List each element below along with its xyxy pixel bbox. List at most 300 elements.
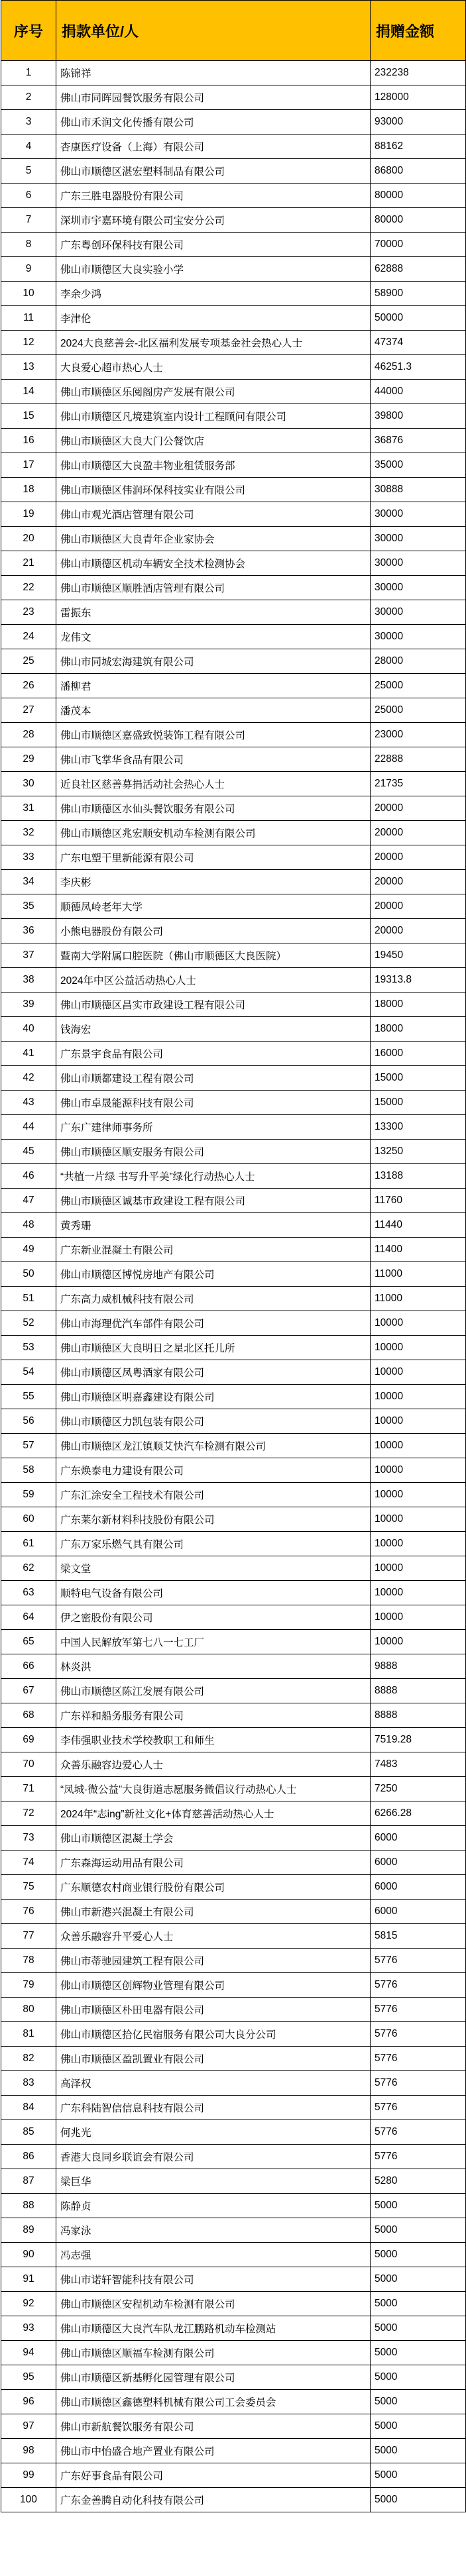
amount-cell: 44000	[371, 380, 466, 404]
row-number-cell: 37	[1, 943, 56, 968]
row-number-cell: 60	[1, 1507, 56, 1532]
donor-name-cell: 佛山市中怡盛合地产置业有限公司	[56, 2439, 371, 2463]
table-row	[1, 674, 466, 698]
amount-cell: 30888	[371, 478, 466, 502]
amount-cell: 28000	[371, 649, 466, 674]
donor-name-cell: 广东万家乐燃气具有限公司	[56, 1532, 371, 1556]
table-row	[1, 453, 466, 478]
donor-name-cell: 中国人民解放军第七八一七工厂	[56, 1630, 371, 1654]
table-row	[1, 2071, 466, 2096]
row-number-cell: 84	[1, 2096, 56, 2120]
table-row	[1, 551, 466, 576]
table-row	[1, 2414, 466, 2439]
row-number-cell: 69	[1, 1728, 56, 1752]
row-number-cell: 59	[1, 1483, 56, 1507]
row-number-cell: 57	[1, 1434, 56, 1458]
row-number-cell: 30	[1, 772, 56, 796]
row-number-cell: 80	[1, 1998, 56, 2022]
amount-cell: 13300	[371, 1115, 466, 1140]
donor-name-cell: 雷振东	[56, 600, 371, 625]
table-row	[1, 1483, 466, 1507]
amount-cell: 6000	[371, 1875, 466, 1900]
table-row	[1, 1924, 466, 1949]
donor-name-cell: 众善乐融容升平爱心人士	[56, 1924, 371, 1949]
donor-name-cell: 佛山市顺德区博悦房地产有限公司	[56, 1262, 371, 1287]
amount-cell: 10000	[371, 1483, 466, 1507]
row-number-cell: 40	[1, 1017, 56, 1042]
table-row	[1, 134, 466, 159]
donor-name-cell: 佛山市顺德区朴田电器有限公司	[56, 1998, 371, 2022]
row-number-cell: 65	[1, 1630, 56, 1654]
row-number-cell: 33	[1, 845, 56, 870]
amount-cell: 5000	[371, 2316, 466, 2341]
table-row	[1, 306, 466, 331]
row-number-cell: 44	[1, 1115, 56, 1140]
row-number-cell: 36	[1, 919, 56, 943]
amount-cell: 35000	[371, 453, 466, 478]
amount-cell: 15000	[371, 1091, 466, 1115]
amount-cell: 6000	[371, 1826, 466, 1851]
amount-cell: 39800	[371, 404, 466, 429]
row-number-cell: 23	[1, 600, 56, 625]
donor-name-cell: 佛山市禾润文化传播有限公司	[56, 110, 371, 134]
donor-name-cell: 顺特电气设备有限公司	[56, 1581, 371, 1605]
table-row	[1, 772, 466, 796]
row-number-cell: 18	[1, 478, 56, 502]
amount-cell: 11400	[371, 1238, 466, 1262]
amount-cell: 58900	[371, 282, 466, 306]
amount-cell: 6000	[371, 1900, 466, 1924]
amount-cell: 46251.3	[371, 355, 466, 380]
donor-name-cell: 潘柳君	[56, 674, 371, 698]
table-row	[1, 698, 466, 723]
amount-cell: 20000	[371, 845, 466, 870]
table-row	[1, 1213, 466, 1238]
row-number-cell: 56	[1, 1409, 56, 1434]
table-row	[1, 429, 466, 453]
table-row	[1, 85, 466, 110]
amount-cell: 9888	[371, 1654, 466, 1679]
table-row	[1, 625, 466, 649]
row-number-cell: 48	[1, 1213, 56, 1238]
donor-name-cell: 佛山市顺德区湛宏塑料制品有限公司	[56, 159, 371, 184]
table-row	[1, 576, 466, 600]
donor-name-cell: 佛山市顺德区顺胜酒店管理有限公司	[56, 576, 371, 600]
amount-cell: 20000	[371, 894, 466, 919]
donor-name-cell: 李庆彬	[56, 870, 371, 894]
row-number-cell: 100	[1, 2488, 56, 2512]
row-number-cell: 70	[1, 1752, 56, 1777]
table-body	[1, 61, 466, 2512]
table-row	[1, 894, 466, 919]
amount-cell: 7519.28	[371, 1728, 466, 1752]
donor-name-cell: 佛山市蒂驰园建筑工程有限公司	[56, 1949, 371, 1973]
amount-cell: 15000	[371, 1066, 466, 1091]
donor-name-cell: 梁巨华	[56, 2169, 371, 2194]
row-number-cell: 27	[1, 698, 56, 723]
donor-name-cell: 顺德凤岭老年大学	[56, 894, 371, 919]
table-row	[1, 1654, 466, 1679]
row-number-cell: 91	[1, 2267, 56, 2292]
donor-name-cell: 佛山市同城宏海建筑有限公司	[56, 649, 371, 674]
donor-name-cell: 潘茂本	[56, 698, 371, 723]
row-number-cell: 20	[1, 527, 56, 551]
table-row	[1, 404, 466, 429]
row-number-cell: 64	[1, 1605, 56, 1630]
amount-cell: 11760	[371, 1189, 466, 1213]
amount-cell: 21735	[371, 772, 466, 796]
donor-name-cell: 暨南大学附属口腔医院（佛山市顺德区大良医院）	[56, 943, 371, 968]
amount-cell: 232238	[371, 61, 466, 85]
donor-name-cell: 大良爱心超市热心人士	[56, 355, 371, 380]
donor-name-cell: 佛山市顺德区鑫德塑料机械有限公司工会委员会	[56, 2390, 371, 2414]
donor-name-cell: 佛山市顺德区诚基市政建设工程有限公司	[56, 1189, 371, 1213]
amount-cell: 36876	[371, 429, 466, 453]
donor-name-cell: 广东广建律师事务所	[56, 1115, 371, 1140]
row-number-cell: 78	[1, 1949, 56, 1973]
table-row	[1, 1017, 466, 1042]
amount-cell: 10000	[371, 1458, 466, 1483]
donor-name-cell: 众善乐融容边爱心人士	[56, 1752, 371, 1777]
table-row	[1, 1115, 466, 1140]
donor-name-cell: 广东电塑干里新能源有限公司	[56, 845, 371, 870]
donor-name-cell: 广东金善腾自动化科技有限公司	[56, 2488, 371, 2512]
amount-cell: 6266.28	[371, 1801, 466, 1826]
row-number-cell: 26	[1, 674, 56, 698]
row-number-cell: 42	[1, 1066, 56, 1091]
row-number-cell: 98	[1, 2439, 56, 2463]
donor-name-cell: 杏康医疗设备（上海）有限公司	[56, 134, 371, 159]
row-number-cell: 47	[1, 1189, 56, 1213]
table-row	[1, 61, 466, 85]
donor-name-cell: 伊之密股份有限公司	[56, 1605, 371, 1630]
donor-name-cell: 香港大良同乡联谊会有限公司	[56, 2145, 371, 2169]
amount-cell: 5776	[371, 1998, 466, 2022]
donor-name-cell: 广东新业混凝土有限公司	[56, 1238, 371, 1262]
table-row	[1, 1998, 466, 2022]
table-row	[1, 502, 466, 527]
table-row	[1, 208, 466, 233]
amount-cell: 5776	[371, 1973, 466, 1998]
table-row	[1, 796, 466, 821]
donor-name-cell: 2024年中区公益活动热心人士	[56, 968, 371, 993]
table-row	[1, 159, 466, 184]
row-number-cell: 49	[1, 1238, 56, 1262]
table-row	[1, 1630, 466, 1654]
table-row	[1, 110, 466, 134]
amount-cell: 88162	[371, 134, 466, 159]
amount-cell: 80000	[371, 208, 466, 233]
row-number-cell: 10	[1, 282, 56, 306]
table-row	[1, 282, 466, 306]
amount-cell: 20000	[371, 870, 466, 894]
donor-name-cell: 佛山市顺德区大良青年企业家协会	[56, 527, 371, 551]
table-row	[1, 1777, 466, 1801]
table-row	[1, 600, 466, 625]
amount-cell: 70000	[371, 233, 466, 257]
table-row	[1, 1801, 466, 1826]
row-number-cell: 6	[1, 184, 56, 208]
row-number-cell: 31	[1, 796, 56, 821]
table-row	[1, 1262, 466, 1287]
amount-cell: 10000	[371, 1507, 466, 1532]
amount-cell: 47374	[371, 331, 466, 355]
donor-name-cell: 佛山市顺德区凡境建筑室内设计工程顾问有限公司	[56, 404, 371, 429]
amount-cell: 5000	[371, 2463, 466, 2488]
row-number-cell: 52	[1, 1311, 56, 1336]
row-number-cell: 89	[1, 2218, 56, 2243]
table-row	[1, 2463, 466, 2488]
table-row	[1, 478, 466, 502]
amount-cell: 13250	[371, 1140, 466, 1164]
amount-cell: 18000	[371, 1017, 466, 1042]
row-number-cell: 85	[1, 2120, 56, 2145]
donor-name-cell: 广东景宇食品有限公司	[56, 1042, 371, 1066]
amount-cell: 10000	[371, 1556, 466, 1581]
table-row	[1, 2145, 466, 2169]
donor-name-cell: 陈锦祥	[56, 61, 371, 85]
amount-cell: 5776	[371, 2120, 466, 2145]
row-number-cell: 41	[1, 1042, 56, 1066]
row-number-cell: 9	[1, 257, 56, 282]
donor-name-cell: 钱海宏	[56, 1017, 371, 1042]
donor-name-cell: 佛山市顺德区混凝土学会	[56, 1826, 371, 1851]
row-number-cell: 66	[1, 1654, 56, 1679]
header-row	[1, 1, 466, 61]
table-row	[1, 2243, 466, 2267]
row-number-cell: 2	[1, 85, 56, 110]
row-number-cell: 79	[1, 1973, 56, 1998]
amount-cell: 10000	[371, 1385, 466, 1409]
table-row	[1, 380, 466, 404]
amount-cell: 10000	[371, 1630, 466, 1654]
amount-cell: 11440	[371, 1213, 466, 1238]
amount-cell: 5776	[371, 2071, 466, 2096]
table-row	[1, 870, 466, 894]
table-row	[1, 1752, 466, 1777]
table-row	[1, 2022, 466, 2047]
amount-cell: 5000	[371, 2390, 466, 2414]
donor-name-cell: 广东高力威机械科技有限公司	[56, 1287, 371, 1311]
column-header-donor: 捐款单位/人	[56, 1, 371, 61]
row-number-cell: 90	[1, 2243, 56, 2267]
table-row	[1, 1703, 466, 1728]
donor-name-cell: 佛山市新港兴混凝土有限公司	[56, 1900, 371, 1924]
table-row	[1, 2390, 466, 2414]
row-number-cell: 73	[1, 1826, 56, 1851]
table-row	[1, 1336, 466, 1360]
amount-cell: 30000	[371, 502, 466, 527]
donor-name-cell: 佛山市顺德区盈凯置业有限公司	[56, 2047, 371, 2071]
donor-name-cell: 佛山市顺德区大良明日之星北区托儿所	[56, 1336, 371, 1360]
row-number-cell: 83	[1, 2071, 56, 2096]
amount-cell: 5776	[371, 2145, 466, 2169]
donor-name-cell: 林炎洪	[56, 1654, 371, 1679]
amount-cell: 5776	[371, 2022, 466, 2047]
donor-name-cell: 佛山市顺德区兆宏顺安机动车检测有限公司	[56, 821, 371, 845]
table-row	[1, 1409, 466, 1434]
amount-cell: 6000	[371, 1851, 466, 1875]
row-number-cell: 95	[1, 2365, 56, 2390]
row-number-cell: 35	[1, 894, 56, 919]
donor-name-cell: 广东森海运动用品有限公司	[56, 1851, 371, 1875]
row-number-cell: 1	[1, 61, 56, 85]
donor-name-cell: 佛山市顺德区力凯包装有限公司	[56, 1409, 371, 1434]
table-row	[1, 993, 466, 1017]
amount-cell: 80000	[371, 184, 466, 208]
donor-name-cell: “共植一片绿 书写升平美”绿化行动热心人士	[56, 1164, 371, 1189]
amount-cell: 5776	[371, 2047, 466, 2071]
table-row	[1, 1826, 466, 1851]
row-number-cell: 99	[1, 2463, 56, 2488]
row-number-cell: 11	[1, 306, 56, 331]
row-number-cell: 32	[1, 821, 56, 845]
table-row	[1, 845, 466, 870]
table-row	[1, 943, 466, 968]
row-number-cell: 58	[1, 1458, 56, 1483]
row-number-cell: 24	[1, 625, 56, 649]
row-number-cell: 92	[1, 2292, 56, 2316]
donor-name-cell: 冯志强	[56, 2243, 371, 2267]
table-row	[1, 2218, 466, 2243]
donor-name-cell: 广东科陆智信信息科技有限公司	[56, 2096, 371, 2120]
amount-cell: 5000	[371, 2414, 466, 2439]
row-number-cell: 29	[1, 747, 56, 772]
donor-name-cell: 佛山市顺德区陈江发展有限公司	[56, 1679, 371, 1703]
donor-name-cell: 佛山市观光酒店管理有限公司	[56, 502, 371, 527]
amount-cell: 5815	[371, 1924, 466, 1949]
donor-name-cell: 李津伦	[56, 306, 371, 331]
table-row	[1, 919, 466, 943]
row-number-cell: 19	[1, 502, 56, 527]
row-number-cell: 22	[1, 576, 56, 600]
table-row	[1, 184, 466, 208]
amount-cell: 5000	[371, 2488, 466, 2512]
donor-name-cell: 佛山市同晖园餐饮服务有限公司	[56, 85, 371, 110]
amount-cell: 8888	[371, 1679, 466, 1703]
amount-cell: 10000	[371, 1434, 466, 1458]
row-number-cell: 43	[1, 1091, 56, 1115]
donor-name-cell: 佛山市顺德区新基孵化园管理有限公司	[56, 2365, 371, 2390]
donor-name-cell: 佛山市海理优汽车部件有限公司	[56, 1311, 371, 1336]
row-number-cell: 81	[1, 2022, 56, 2047]
row-number-cell: 21	[1, 551, 56, 576]
row-number-cell: 54	[1, 1360, 56, 1385]
donor-name-cell: 佛山市顺德区嘉盛致悦装饰工程有限公司	[56, 723, 371, 747]
row-number-cell: 50	[1, 1262, 56, 1287]
amount-cell: 8888	[371, 1703, 466, 1728]
amount-cell: 23000	[371, 723, 466, 747]
table-row	[1, 2194, 466, 2218]
amount-cell: 10000	[371, 1532, 466, 1556]
amount-cell: 5776	[371, 2096, 466, 2120]
amount-cell: 20000	[371, 919, 466, 943]
amount-cell: 10000	[371, 1605, 466, 1630]
donor-name-cell: 高泽权	[56, 2071, 371, 2096]
row-number-cell: 12	[1, 331, 56, 355]
row-number-cell: 45	[1, 1140, 56, 1164]
amount-cell: 30000	[371, 625, 466, 649]
table-row	[1, 2047, 466, 2071]
table-row	[1, 1091, 466, 1115]
table-row	[1, 1287, 466, 1311]
row-number-cell: 34	[1, 870, 56, 894]
donor-name-cell: 佛山市诺轩智能科技有限公司	[56, 2267, 371, 2292]
donor-name-cell: 广东顺德农村商业银行股份有限公司	[56, 1875, 371, 1900]
row-number-cell: 46	[1, 1164, 56, 1189]
donor-name-cell: 近良社区慈善募捐活动社会热心人士	[56, 772, 371, 796]
donor-name-cell: 广东祥和船务服务有限公司	[56, 1703, 371, 1728]
column-header-no: 序号	[1, 1, 56, 61]
amount-cell: 11000	[371, 1287, 466, 1311]
amount-cell: 5000	[371, 2365, 466, 2390]
amount-cell: 5776	[371, 1949, 466, 1973]
donor-name-cell: 李伟强职业技术学校教职工和师生	[56, 1728, 371, 1752]
donor-name-cell: 佛山市顺德区明嘉鑫建设有限公司	[56, 1385, 371, 1409]
row-number-cell: 38	[1, 968, 56, 993]
row-number-cell: 39	[1, 993, 56, 1017]
table-row	[1, 1605, 466, 1630]
donor-name-cell: 佛山市顺德区大良汽车队龙江鹏路机动车检测站	[56, 2316, 371, 2341]
row-number-cell: 7	[1, 208, 56, 233]
table-row	[1, 355, 466, 380]
donor-name-cell: 广东焕泰电力建设有限公司	[56, 1458, 371, 1483]
amount-cell: 20000	[371, 796, 466, 821]
amount-cell: 25000	[371, 674, 466, 698]
table-row	[1, 1360, 466, 1385]
amount-cell: 30000	[371, 527, 466, 551]
row-number-cell: 96	[1, 2390, 56, 2414]
donor-name-cell: 龙伟文	[56, 625, 371, 649]
donor-name-cell: 佛山市顺德区机动车辆安全技术检测协会	[56, 551, 371, 576]
table-row	[1, 1973, 466, 1998]
row-number-cell: 16	[1, 429, 56, 453]
donor-name-cell: 广东好事食品有限公司	[56, 2463, 371, 2488]
row-number-cell: 14	[1, 380, 56, 404]
table-row	[1, 821, 466, 845]
table-row	[1, 2365, 466, 2390]
table-row	[1, 331, 466, 355]
row-number-cell: 77	[1, 1924, 56, 1949]
amount-cell: 5000	[371, 2341, 466, 2365]
donor-name-cell: 佛山市顺德区水仙头餐饮服务有限公司	[56, 796, 371, 821]
table-header	[1, 1, 466, 61]
row-number-cell: 5	[1, 159, 56, 184]
amount-cell: 19313.8	[371, 968, 466, 993]
donor-name-cell: 佛山市卓晟能源科技有限公司	[56, 1091, 371, 1115]
donor-name-cell: 佛山市飞掌华食品有限公司	[56, 747, 371, 772]
amount-cell: 5280	[371, 2169, 466, 2194]
amount-cell: 13188	[371, 1164, 466, 1189]
table-row	[1, 2341, 466, 2365]
table-row	[1, 1532, 466, 1556]
amount-cell: 50000	[371, 306, 466, 331]
row-number-cell: 74	[1, 1851, 56, 1875]
donor-name-cell: 2024大良慈善会-北区福利发展专项基金社会热心人士	[56, 331, 371, 355]
amount-cell: 5000	[371, 2292, 466, 2316]
donor-name-cell: “凤城·微公益”大良街道志愿服务微倡议行动热心人士	[56, 1777, 371, 1801]
row-number-cell: 72	[1, 1801, 56, 1826]
amount-cell: 25000	[371, 698, 466, 723]
amount-cell: 7483	[371, 1752, 466, 1777]
row-number-cell: 25	[1, 649, 56, 674]
amount-cell: 20000	[371, 821, 466, 845]
table-row	[1, 2316, 466, 2341]
donation-table	[1, 0, 466, 2512]
donor-name-cell: 何兆光	[56, 2120, 371, 2145]
donor-name-cell: 李余少鸿	[56, 282, 371, 306]
donor-name-cell: 广东莱尔新材料科技股份有限公司	[56, 1507, 371, 1532]
